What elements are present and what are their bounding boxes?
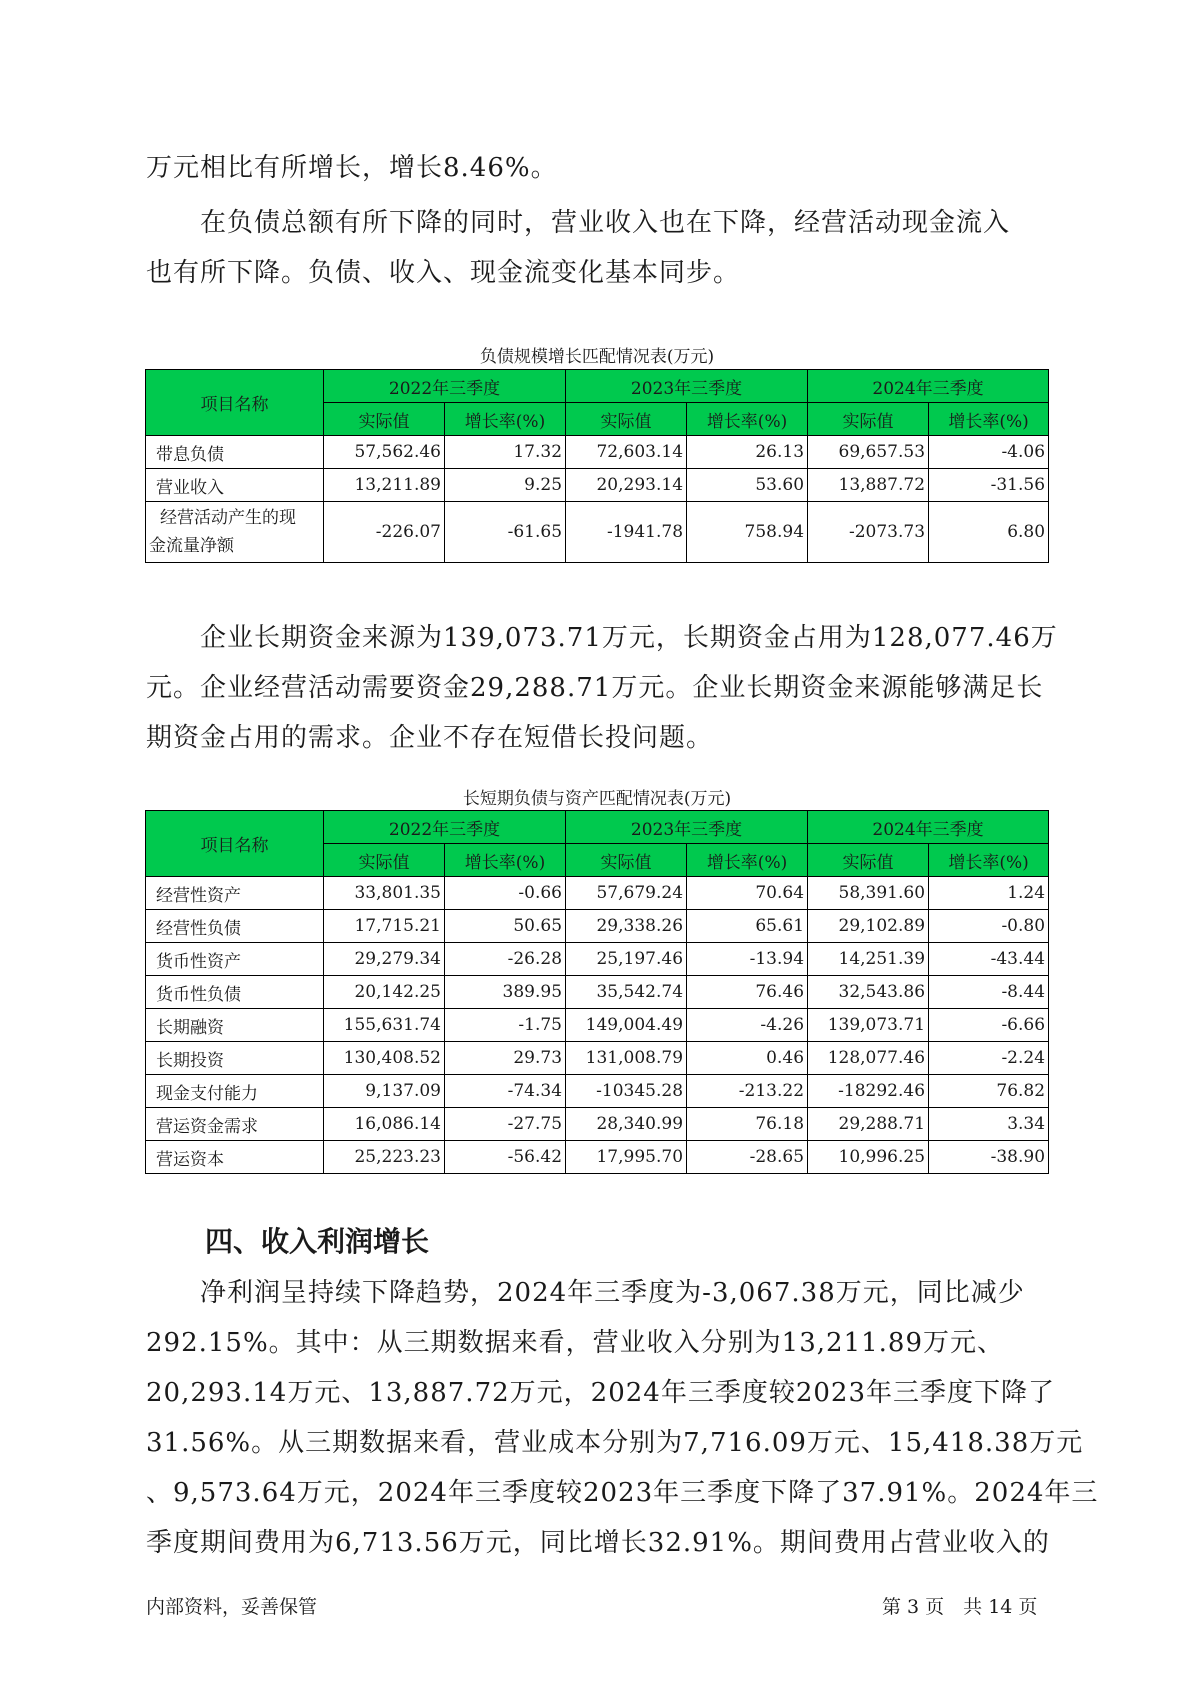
cell: -0.66 bbox=[445, 877, 566, 910]
row-label: 营运资金需求 bbox=[146, 1108, 324, 1141]
cell: -213.22 bbox=[687, 1075, 808, 1108]
cell: 57,679.24 bbox=[566, 877, 687, 910]
cell: 29,338.26 bbox=[566, 910, 687, 943]
cell: 9,137.09 bbox=[324, 1075, 445, 1108]
row-label: 长期投资 bbox=[146, 1042, 324, 1075]
period-header: 2022年三季度 bbox=[324, 811, 566, 844]
paragraph-line: 季度期间费用为6,713.56万元，同比增长32.91%。期间费用占营业收入的 bbox=[146, 1528, 1050, 1558]
paragraph-line: 也有所下降。负债、收入、现金流变化基本同步。 bbox=[146, 258, 741, 288]
cell: 29,288.71 bbox=[808, 1108, 929, 1141]
cell: 69,657.53 bbox=[808, 436, 929, 469]
cell: -18292.46 bbox=[808, 1075, 929, 1108]
cell: -0.80 bbox=[929, 910, 1049, 943]
cell: 50.65 bbox=[445, 910, 566, 943]
cell: 20,142.25 bbox=[324, 976, 445, 1009]
period-header: 2024年三季度 bbox=[808, 370, 1049, 403]
sub-header: 增长率(%) bbox=[445, 844, 566, 877]
cell: 53.60 bbox=[687, 469, 808, 502]
sub-header: 增长率(%) bbox=[687, 403, 808, 436]
table-row bbox=[146, 1009, 1049, 1042]
table-row bbox=[146, 976, 1049, 1009]
cell: 389.95 bbox=[445, 976, 566, 1009]
debt-scale-table bbox=[145, 369, 1049, 563]
cell: 13,887.72 bbox=[808, 469, 929, 502]
sub-header: 实际值 bbox=[566, 403, 687, 436]
table-1-caption: 负债规模增长匹配情况表(万元) bbox=[479, 347, 715, 367]
cell: 16,086.14 bbox=[324, 1108, 445, 1141]
row-label-line: 经营活动产生的现 bbox=[160, 508, 296, 528]
paragraph-line: 、9,573.64万元，2024年三季度较2023年三季度下降了37.91%。2024年三 bbox=[146, 1478, 1099, 1508]
liability-asset-matching-table bbox=[145, 810, 1049, 1174]
cell: -6.66 bbox=[929, 1009, 1049, 1042]
footer-confidential-note: 内部资料，妥善保管 bbox=[146, 1596, 318, 1618]
cell: -1941.78 bbox=[566, 502, 687, 563]
row-label: 经营性资产 bbox=[146, 877, 324, 910]
row-label: 现金支付能力 bbox=[146, 1075, 324, 1108]
cell: -43.44 bbox=[929, 943, 1049, 976]
cell: 3.34 bbox=[929, 1108, 1049, 1141]
paragraph-line: 292.15%。其中：从三期数据来看，营业收入分别为13,211.89万元、 bbox=[146, 1328, 1005, 1358]
row-label: 带息负债 bbox=[146, 436, 324, 469]
cell: -31.56 bbox=[929, 469, 1049, 502]
cell: 139,073.71 bbox=[808, 1009, 929, 1042]
table-row bbox=[146, 1075, 1049, 1108]
sub-header: 实际值 bbox=[324, 844, 445, 877]
paragraph-line: 在负债总额有所下降的同时，营业收入也在下降，经营活动现金流入 bbox=[146, 208, 1011, 238]
cell: 1.24 bbox=[929, 877, 1049, 910]
cell: -1.75 bbox=[445, 1009, 566, 1042]
paragraph-1 bbox=[146, 143, 1046, 193]
sub-header: 实际值 bbox=[324, 403, 445, 436]
paragraph-2 bbox=[146, 198, 1046, 298]
cell: 29,102.89 bbox=[808, 910, 929, 943]
period-header: 2023年三季度 bbox=[566, 811, 808, 844]
cell: 14,251.39 bbox=[808, 943, 929, 976]
period-header: 2022年三季度 bbox=[324, 370, 566, 403]
cell: 28,340.99 bbox=[566, 1108, 687, 1141]
sub-header: 增长率(%) bbox=[687, 844, 808, 877]
table-row bbox=[146, 877, 1049, 910]
name-column-header: 项目名称 bbox=[146, 811, 324, 877]
cell: 76.82 bbox=[929, 1075, 1049, 1108]
row-label: 营运资本 bbox=[146, 1141, 324, 1174]
cell: 131,008.79 bbox=[566, 1042, 687, 1075]
table-2-body bbox=[146, 877, 1049, 1174]
cell: 6.80 bbox=[929, 502, 1049, 563]
cell: 76.18 bbox=[687, 1108, 808, 1141]
cell: -13.94 bbox=[687, 943, 808, 976]
cell: 17.32 bbox=[445, 436, 566, 469]
sub-header: 实际值 bbox=[808, 844, 929, 877]
row-label: 经营性负债 bbox=[146, 910, 324, 943]
table-row bbox=[146, 502, 1049, 563]
table-row bbox=[146, 469, 1049, 502]
cell: 130,408.52 bbox=[324, 1042, 445, 1075]
cell: 29,279.34 bbox=[324, 943, 445, 976]
cell: 155,631.74 bbox=[324, 1009, 445, 1042]
cell: 0.46 bbox=[687, 1042, 808, 1075]
cell: -2.24 bbox=[929, 1042, 1049, 1075]
cell: -38.90 bbox=[929, 1141, 1049, 1174]
cell: -10345.28 bbox=[566, 1075, 687, 1108]
cell: 26.13 bbox=[687, 436, 808, 469]
section-heading: 四、收入利润增长 bbox=[205, 1225, 430, 1258]
paragraph-line: 20,293.14万元、13,887.72万元，2024年三季度较2023年三季度下降了 bbox=[146, 1378, 1055, 1408]
table-row bbox=[146, 910, 1049, 943]
sub-header: 实际值 bbox=[566, 844, 687, 877]
cell: -28.65 bbox=[687, 1141, 808, 1174]
row-label bbox=[146, 502, 324, 563]
cell: 58,391.60 bbox=[808, 877, 929, 910]
table-2-caption: 长短期负债与资产匹配情况表(万元) bbox=[462, 789, 732, 809]
cell: 57,562.46 bbox=[324, 436, 445, 469]
cell: 29.73 bbox=[445, 1042, 566, 1075]
paragraph-line: 元。企业经营活动需要资金29,288.71万元。企业长期资金来源能够满足长 bbox=[146, 673, 1044, 703]
table-row bbox=[146, 436, 1049, 469]
cell: 9.25 bbox=[445, 469, 566, 502]
period-header: 2024年三季度 bbox=[808, 811, 1049, 844]
cell: 70.64 bbox=[687, 877, 808, 910]
table-row bbox=[146, 1042, 1049, 1075]
table-row bbox=[146, 1108, 1049, 1141]
paragraph-line: 企业长期资金来源为139,073.71万元，长期资金占用为128,077.46万 bbox=[146, 623, 1058, 653]
cell: -8.44 bbox=[929, 976, 1049, 1009]
cell: 33,801.35 bbox=[324, 877, 445, 910]
paragraph-line: 万元相比有所增长，增长8.46%。 bbox=[146, 153, 558, 183]
cell: 20,293.14 bbox=[566, 469, 687, 502]
cell: 35,542.74 bbox=[566, 976, 687, 1009]
cell: -226.07 bbox=[324, 502, 445, 563]
cell: 25,223.23 bbox=[324, 1141, 445, 1174]
sub-header: 实际值 bbox=[808, 403, 929, 436]
cell: 149,004.49 bbox=[566, 1009, 687, 1042]
sub-header: 增长率(%) bbox=[929, 403, 1049, 436]
sub-header: 增长率(%) bbox=[445, 403, 566, 436]
cell: 32,543.86 bbox=[808, 976, 929, 1009]
paragraph-4 bbox=[146, 1268, 1099, 1568]
footer-page-number: 第 3 页 共 14 页 bbox=[882, 1596, 1038, 1618]
cell: 65.61 bbox=[687, 910, 808, 943]
row-label: 货币性资产 bbox=[146, 943, 324, 976]
cell: -4.06 bbox=[929, 436, 1049, 469]
sub-header: 增长率(%) bbox=[929, 844, 1049, 877]
cell: 13,211.89 bbox=[324, 469, 445, 502]
cell: -74.34 bbox=[445, 1075, 566, 1108]
row-label-line: 金流量净额 bbox=[149, 536, 234, 556]
cell: 10,996.25 bbox=[808, 1141, 929, 1174]
cell: 76.46 bbox=[687, 976, 808, 1009]
row-label: 长期融资 bbox=[146, 1009, 324, 1042]
cell: 128,077.46 bbox=[808, 1042, 929, 1075]
cell: 17,715.21 bbox=[324, 910, 445, 943]
cell: 17,995.70 bbox=[566, 1141, 687, 1174]
paragraph-3 bbox=[146, 613, 1058, 763]
cell: -4.26 bbox=[687, 1009, 808, 1042]
paragraph-line: 期资金占用的需求。企业不存在短借长投问题。 bbox=[146, 723, 714, 753]
period-header: 2023年三季度 bbox=[566, 370, 808, 403]
cell: -2073.73 bbox=[808, 502, 929, 563]
name-column-header: 项目名称 bbox=[146, 370, 324, 436]
cell: -26.28 bbox=[445, 943, 566, 976]
cell: -27.75 bbox=[445, 1108, 566, 1141]
cell: 25,197.46 bbox=[566, 943, 687, 976]
table-row bbox=[146, 1141, 1049, 1174]
cell: 72,603.14 bbox=[566, 436, 687, 469]
paragraph-line: 净利润呈持续下降趋势，2024年三季度为-3,067.38万元，同比减少 bbox=[146, 1278, 1025, 1308]
table-row bbox=[146, 943, 1049, 976]
row-label: 营业收入 bbox=[146, 469, 324, 502]
cell: -61.65 bbox=[445, 502, 566, 563]
paragraph-line: 31.56%。从三期数据来看，营业成本分别为7,716.09万元、15,418.38万元 bbox=[146, 1428, 1084, 1458]
cell: 758.94 bbox=[687, 502, 808, 563]
row-label: 货币性负债 bbox=[146, 976, 324, 1009]
cell: -56.42 bbox=[445, 1141, 566, 1174]
